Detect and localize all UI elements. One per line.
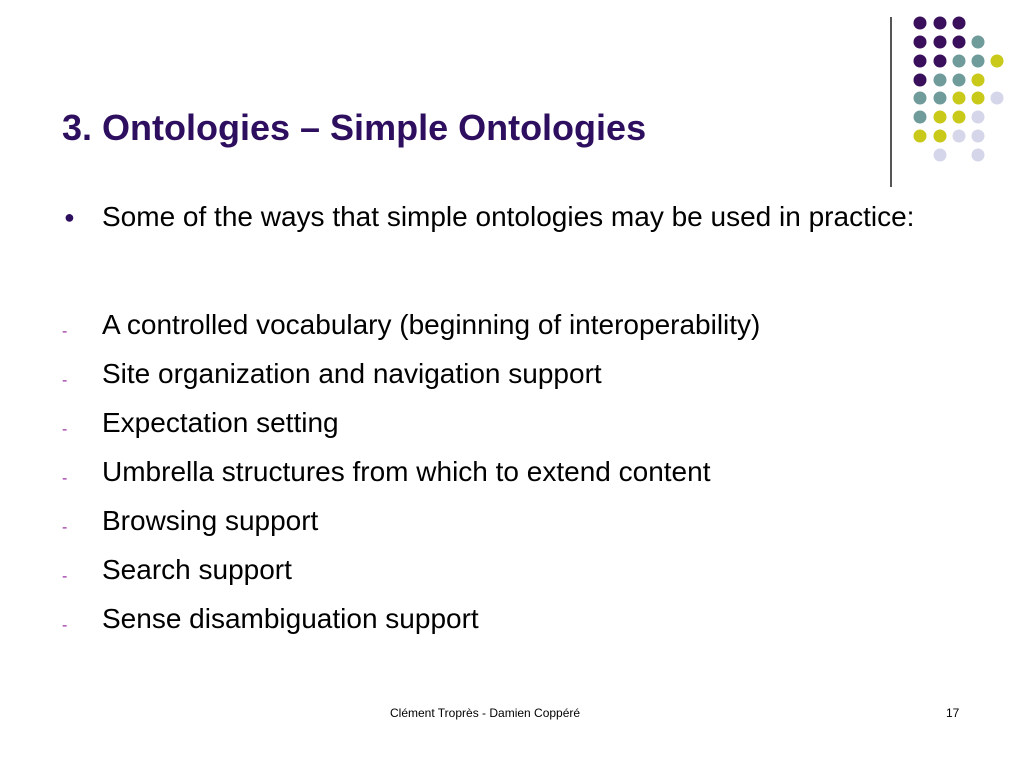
decorative-dot (972, 149, 985, 162)
decorative-dot (934, 36, 947, 49)
dash-bullet-icon: - (62, 470, 68, 487)
page-number: 17 (946, 706, 960, 720)
list-item-label: Sense disambiguation support (102, 603, 479, 634)
dash-bullet-icon: - (62, 568, 68, 585)
decorative-dot (953, 55, 966, 68)
decorative-dot (972, 55, 985, 68)
dash-bullet-icon: - (62, 421, 68, 438)
bullet-dot-icon: ● (64, 207, 75, 227)
list-item-label: Umbrella structures from which to extend content (102, 456, 711, 487)
decorative-dot-grid (0, 0, 1024, 200)
list-item-label: Expectation setting (102, 407, 339, 438)
list-item-label: Site organization and navigation support (102, 358, 602, 389)
dash-bullet-icon: - (62, 372, 68, 389)
decorative-dot (953, 74, 966, 87)
decorative-dot (934, 149, 947, 162)
decorative-dot (972, 130, 985, 143)
decorative-dot (934, 55, 947, 68)
list-item-label: Search support (102, 554, 292, 585)
footer-author: Clément Troprès - Damien Coppéré (390, 706, 581, 720)
decorative-dot (934, 92, 947, 105)
list-item-label: A controlled vocabulary (beginning of interoperability) (102, 309, 761, 340)
decorative-dot (914, 74, 927, 87)
decorative-dot (953, 17, 966, 30)
decorative-dot (991, 92, 1004, 105)
decorative-dot (914, 130, 927, 143)
decorative-dot (934, 74, 947, 87)
decorative-dot (934, 17, 947, 30)
decorative-dot (953, 92, 966, 105)
decorative-dot (914, 36, 927, 49)
slide-title: 3. Ontologies – Simple Ontologies (62, 107, 647, 148)
decorative-dot (953, 111, 966, 124)
decorative-dot (972, 74, 985, 87)
decorative-dot (914, 92, 927, 105)
decorative-dot (953, 36, 966, 49)
list-item-label: Browsing support (102, 505, 319, 536)
decorative-dot (934, 111, 947, 124)
decorative-dot (914, 111, 927, 124)
title-divider-line (890, 17, 892, 187)
decorative-dot (991, 55, 1004, 68)
decorative-dot (972, 36, 985, 49)
decorative-dot (934, 130, 947, 143)
decorative-dot (972, 92, 985, 105)
decorative-dot (953, 130, 966, 143)
decorative-dot (972, 111, 985, 124)
dash-bullet-icon: - (62, 323, 68, 340)
dash-bullet-icon: - (62, 519, 68, 536)
decorative-dot (914, 55, 927, 68)
intro-bullet-text: Some of the ways that simple ontologies may be used in practice: (102, 201, 915, 232)
dash-bullet-icon: - (62, 617, 68, 634)
decorative-dot (914, 17, 927, 30)
